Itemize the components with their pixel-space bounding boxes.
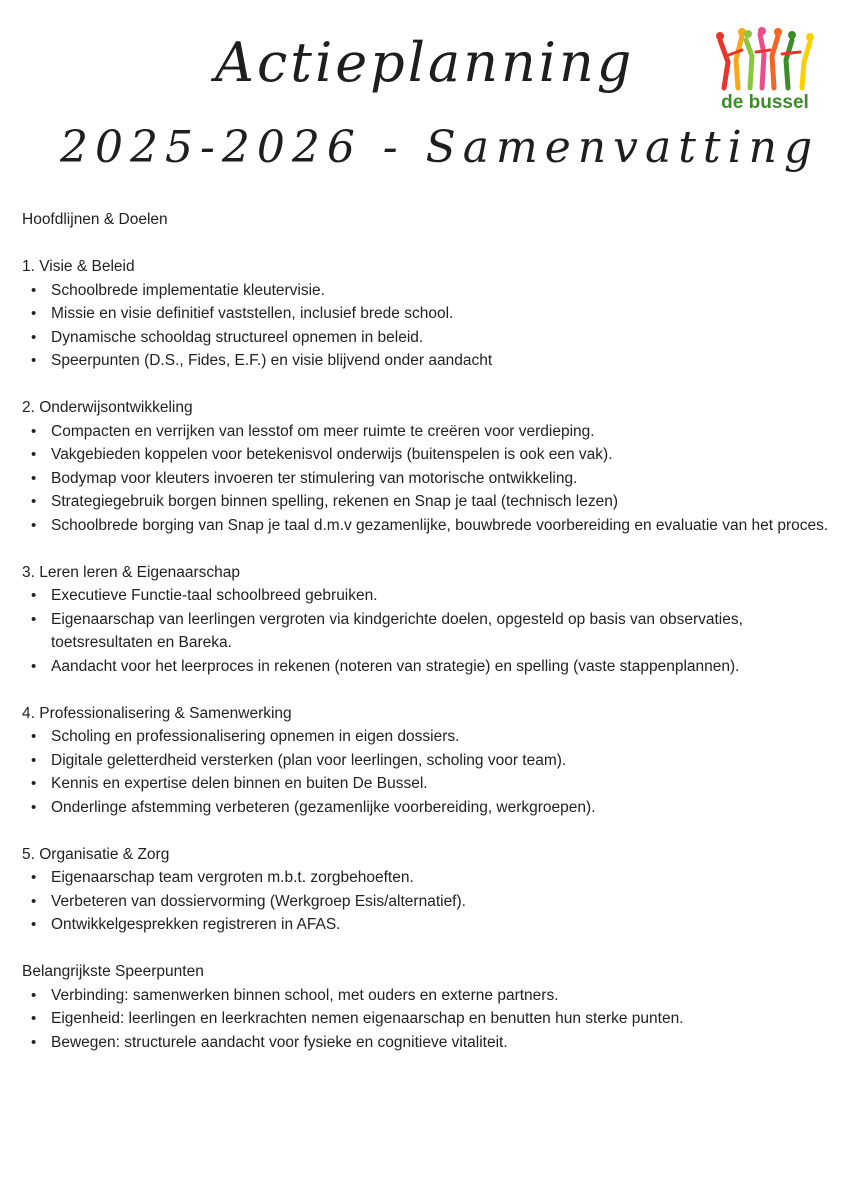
bullet-item: • Onderlinge afstemming verbeteren (gezamenlijke voorbereiding, werkgroepen). bbox=[22, 796, 832, 820]
document-body bbox=[22, 208, 832, 1054]
bullet-item: • Ontwikkelgesprekken registreren in AFAS. bbox=[22, 913, 832, 937]
bullet-item: • Dynamische schooldag structureel opnemen in beleid. bbox=[22, 326, 832, 350]
bullet-item: • Executieve Functie-taal schoolbreed gebruiken. bbox=[22, 584, 832, 608]
section-heading: 3. Leren leren & Eigenaarschap bbox=[22, 563, 241, 581]
bullet-item: • Vakgebieden koppelen voor betekenisvol onderwijs (buitenspelen is ook een vak). bbox=[22, 443, 832, 467]
section-heading: 5. Organisatie & Zorg bbox=[22, 845, 170, 863]
bullet-item: • Aandacht voor het leerproces in rekenen (noteren van strategie) en spelling (vaste stappenplannen). bbox=[22, 655, 832, 679]
sections-container bbox=[22, 232, 832, 1055]
logo-text: de bussel bbox=[721, 92, 809, 113]
bullet-item: • Bodymap voor kleuters invoeren ter stimulering van motorische ontwikkeling. bbox=[22, 467, 832, 491]
bullet-item: • Scholing en professionalisering opnemen in eigen dossiers. bbox=[22, 725, 832, 749]
section-spacer bbox=[22, 937, 832, 961]
section-spacer bbox=[22, 232, 832, 256]
bullet-item: • Eigenheid: leerlingen en leerkrachten nemen eigenaarschap en benutten hun sterke punten. bbox=[22, 1007, 832, 1031]
logo-figures-icon bbox=[712, 26, 818, 92]
section-heading: 1. Visie & Beleid bbox=[22, 258, 135, 275]
bullet-list bbox=[22, 866, 832, 937]
bullet-item: • Eigenaarschap van leerlingen vergroten via kindgerichte doelen, opgesteld op basis van observaties, toetsresultaten en Bareka. bbox=[22, 608, 832, 655]
bullet-list bbox=[22, 420, 832, 538]
section-heading: 4. Professionalisering & Samenwerking bbox=[22, 704, 292, 722]
intro-heading: Hoofdlijnen & Doelen bbox=[22, 211, 168, 228]
bullet-item: • Verbeteren van dossiervorming (Werkgroep Esis/alternatief). bbox=[22, 890, 832, 914]
section-spacer bbox=[22, 678, 832, 702]
bullet-item: • Missie en visie definitief vaststellen, inclusief brede school. bbox=[22, 302, 832, 326]
section-heading: 2. Onderwijsontwikkeling bbox=[22, 399, 193, 416]
bullet-item: • Speerpunten (D.S., Fides, E.F.) en visie blijvend onder aandacht bbox=[22, 349, 832, 373]
section-heading: Belangrijkste Speerpunten bbox=[22, 963, 204, 980]
bullet-item: • Compacten en verrijken van lesstof om meer ruimte te creëren voor verdieping. bbox=[22, 420, 832, 444]
bullet-list bbox=[22, 584, 832, 678]
section-spacer bbox=[22, 373, 832, 397]
bullet-item: • Digitale geletterdheid versterken (plan voor leerlingen, scholing voor team). bbox=[22, 749, 832, 773]
bullet-list bbox=[22, 725, 832, 819]
bullet-item: • Schoolbrede borging van Snap je taal d.m.v gezamenlijke, bouwbrede voorbereiding en evaluatie van het proces. bbox=[22, 514, 832, 538]
bullet-item: • Strategiegebruik borgen binnen spelling, rekenen en Snap je taal (technisch lezen) bbox=[22, 490, 832, 514]
document-subtitle: 2025-2026 - Samenvatting bbox=[60, 122, 820, 173]
bullet-item: • Kennis en expertise delen binnen en buiten De Bussel. bbox=[22, 772, 832, 796]
section-spacer bbox=[22, 537, 832, 561]
bullet-item: • Eigenaarschap team vergroten m.b.t. zorgbehoeften. bbox=[22, 866, 832, 890]
bullet-list bbox=[22, 279, 832, 373]
school-logo bbox=[712, 26, 818, 118]
section-spacer bbox=[22, 819, 832, 843]
document-title: Actieplanning bbox=[215, 31, 635, 94]
bullet-item: • Bewegen: structurele aandacht voor fysieke en cognitieve vitaliteit. bbox=[22, 1031, 832, 1055]
bullet-list bbox=[22, 984, 832, 1055]
bullet-item: • Verbinding: samenwerken binnen school, met ouders en externe partners. bbox=[22, 984, 832, 1008]
bullet-item: • Schoolbrede implementatie kleutervisie. bbox=[22, 279, 832, 303]
